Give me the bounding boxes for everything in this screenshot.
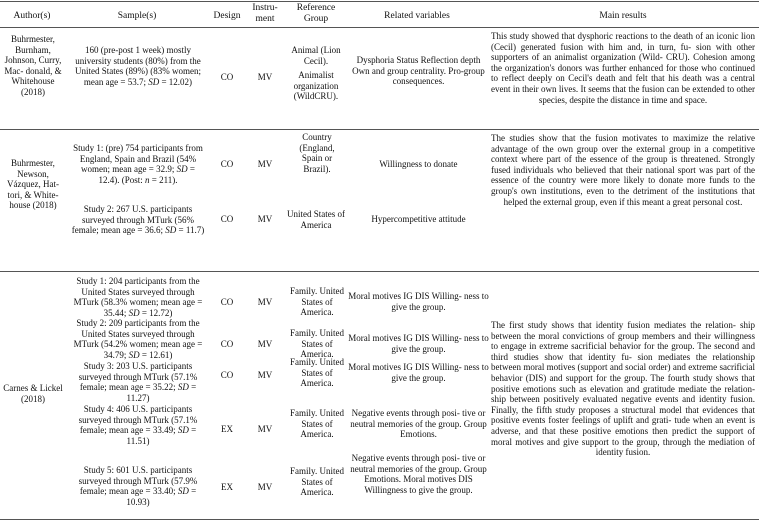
row1-reference <box>285 45 347 102</box>
row3-study2-design: CO <box>220 339 234 349</box>
row3-study1-reference: Family. United States of America. <box>290 286 344 318</box>
row1-reference-animal: Animal (Lion Cecil). <box>291 45 341 66</box>
row1-sample-text: 160 (pre-post 1 week) mostly university students (80%) from the United States (89%) (83% women; mean age = 53.7; <box>75 45 201 87</box>
row3-study4-design: EX <box>221 424 233 434</box>
header-samples: Sample(s) <box>117 11 157 21</box>
row3-study1-design: CO <box>220 297 234 307</box>
row2-study2-sd-label: SD <box>165 225 177 236</box>
row3-study5-instrument: MV <box>257 482 273 492</box>
row1-bottom-rule <box>0 129 759 130</box>
row3-study4-text: Study 4: 406 U.S. participants surveyed through MTurk (57.1% female; mean age = 33.49; <box>78 404 198 436</box>
row2-study2-sd-value: = 11.7) <box>178 225 205 236</box>
row2-study1-variables: Willingness to donate <box>379 159 458 169</box>
row3-study4-variables: Negative events through posi- tive or neutral memories of the group. Group Emotions. <box>350 408 487 440</box>
row3-study3-reference: Family. United States of America. <box>290 357 344 389</box>
row1-sample-sd-label: SD <box>148 76 160 87</box>
row3-study1-sd-label: SD <box>128 307 140 318</box>
row3-study1-text: Study 1: 204 participants from the United States surveyed through MTurk (58.3% women; mean age = 35.44; <box>73 276 203 318</box>
row2-bottom-rule <box>0 271 759 272</box>
row2-study2-variables: Hypercompetitive attitude <box>371 214 466 224</box>
row2-result: The studies show that the fusion motivates to maximize the relative advantage of the own group over the external group in a competitive context where part of the essence of the group is threatened. Strongly fused individuals who believed that their national sport was part of the essence of the country were more likely to donate more funds to the group's own institutions, even to the detriment of the institutions that helped the external group, even if this meant a great personal cost. <box>491 133 755 207</box>
row2-study1-reference: Country (England, Spain or Brazil). <box>299 132 335 174</box>
header-results: Main results <box>599 11 647 21</box>
row3-study4-reference: Family. United States of America. <box>290 408 344 440</box>
row3-author: Carnes & Lickel (2018) <box>3 383 63 404</box>
row3-study4-sample <box>70 404 206 446</box>
header-variables: Related variables <box>384 11 450 21</box>
row3-study2-text: Study 2: 209 participants from the United States surveyed through MTurk (54.2% women; mean age = 34.79; <box>73 318 203 360</box>
row2-study1-sd-label: SD <box>176 164 188 175</box>
row3-study2-reference: Family. United States of America. <box>290 328 344 360</box>
row2-study1-instrument: MV <box>257 159 273 169</box>
row1-instrument: MV <box>257 72 273 82</box>
row2-study1-n-value: = 211). <box>151 174 178 185</box>
row1-author: Buhrmester, Burnham, Johnson, Curry, Mac- donald, & Whitehouse (2018) <box>4 34 62 97</box>
row3-study2-sample <box>70 318 206 360</box>
row1-result: This study showed that dysphoric reactions to the death of an iconic lion (Cecil) generated fusion with him and, in turn, fu- sion with other supporters of an animalist organization (Wild- CRU). Cohesion among the organization's donors was further enhanced for those who continued to reflect deeply on Cecil's death and felt that his death was a central event in their own lives. It seems that the fusion can be extended to other species, despite the distance in time and space. <box>491 31 755 105</box>
row3-study2-instrument: MV <box>257 339 273 349</box>
row3-study3-sd-value: = 11.27) <box>126 382 197 403</box>
row2-study1-n-label: n <box>145 174 150 185</box>
row3-study5-sd-label: SD <box>177 486 189 497</box>
row3-study3-sample <box>70 361 206 403</box>
row3-study5-sd-value: = 10.93) <box>126 486 197 507</box>
row3-study5-sample <box>70 465 206 507</box>
row3-result: The first study shows that identity fusion mediates the relation- ship between the moral convictions of group members and their willingness to engage in extreme sacrificial behavior for the group. The second and third studies show that identity fu- sion mediates the relationship between moral motives (support and social order) and extreme sacrificial behavior (DIS) and support for the group. The fourth study shows that positive emotions such as elevation and gratitude mediate the relation- ship between positively evaluated negative events and identity fusion. Finally, the fifth study proposes a structural model that evidences that positive events foster feelings of uplift and grati- tude when an event is adverse, and that these positive emotions then predict the support of moral motives and give support to the group, through the mediation of identity fusion. <box>491 320 755 458</box>
header-design: Design <box>213 11 241 21</box>
row2-study1-text: Study 1: (pre) 754 participants from England, Spain and Brazil (54% women; mean age = 32.9; <box>73 143 203 175</box>
row3-study3-instrument: MV <box>257 370 273 380</box>
row1-variables: Dysphoria Status Reflection depth Own and group centrality. Pro-group consequences. <box>352 55 485 87</box>
row2-study2-sample <box>70 204 206 236</box>
row3-study3-text: Study 3: 203 U.S. participants surveyed through MTurk (57.1% female; mean age = 35.22; <box>78 361 198 393</box>
row3-study4-sd-label: SD <box>177 425 189 436</box>
row3-study1-instrument: MV <box>257 297 273 307</box>
row1-sample-sd-value: = 12.02) <box>161 76 193 87</box>
row2-study2-instrument: MV <box>257 214 273 224</box>
row2-study1-sample <box>70 143 206 185</box>
row3-study2-variables: Moral motives IG DIS Willing- ness to give the group. <box>348 333 489 354</box>
row3-study3-design: CO <box>220 370 234 380</box>
row2-study1-design: CO <box>220 159 234 169</box>
row3-study4-instrument: MV <box>257 424 273 434</box>
header-authors: Author(s) <box>13 11 51 21</box>
row3-study5-reference: Family. United States of America. <box>290 466 344 498</box>
row3-study5-design: EX <box>221 482 233 492</box>
row2-study2-design: CO <box>220 214 234 224</box>
row3-study3-variables: Moral motives IG DIS Willing- ness to give the group. <box>348 362 489 383</box>
row3-study1-sd-value: = 12.72) <box>141 307 173 318</box>
row3-study5-text: Study 5: 601 U.S. participants surveyed through MTurk (57.9% female; mean age = 33.40; <box>78 465 198 497</box>
row2-study1-sd-value: = 12.4). (Post: <box>98 164 195 185</box>
row1-design: CO <box>220 72 234 82</box>
row3-study2-sd-value: = 12.61) <box>141 349 173 360</box>
row3-study2-sd-label: SD <box>128 349 140 360</box>
table-top-rule <box>0 1 759 2</box>
row3-study4-sd-value: = 11.51) <box>126 425 197 446</box>
header-reference: Reference Group <box>296 3 336 24</box>
row3-study5-variables: Negative events through posi- tive or neutral memories of the group. Group Emotions. Moral motives DIS Willingness to give the group. <box>350 453 487 495</box>
row2-author: Buhrmester, Newson, Vázquez, Hat- tori, & White- house (2018) <box>7 158 59 211</box>
row1-reference-org: Animalist organization (WildCRU). <box>293 70 339 102</box>
row3-study3-sd-label: SD <box>177 382 189 393</box>
header-bottom-rule <box>0 27 759 28</box>
header-instrument: Instru- ment <box>252 3 278 24</box>
row3-study1-sample <box>70 276 206 318</box>
row2-study2-reference: United States of America <box>287 209 345 230</box>
row3-study1-variables: Moral motives IG DIS Willing- ness to give the group. <box>348 291 489 312</box>
table-bottom-rule <box>0 519 759 520</box>
row1-sample <box>68 45 208 87</box>
row2-study2-text: Study 2: 267 U.S. participants surveyed through MTurk (56% female; mean age = 36.6; <box>71 204 194 236</box>
